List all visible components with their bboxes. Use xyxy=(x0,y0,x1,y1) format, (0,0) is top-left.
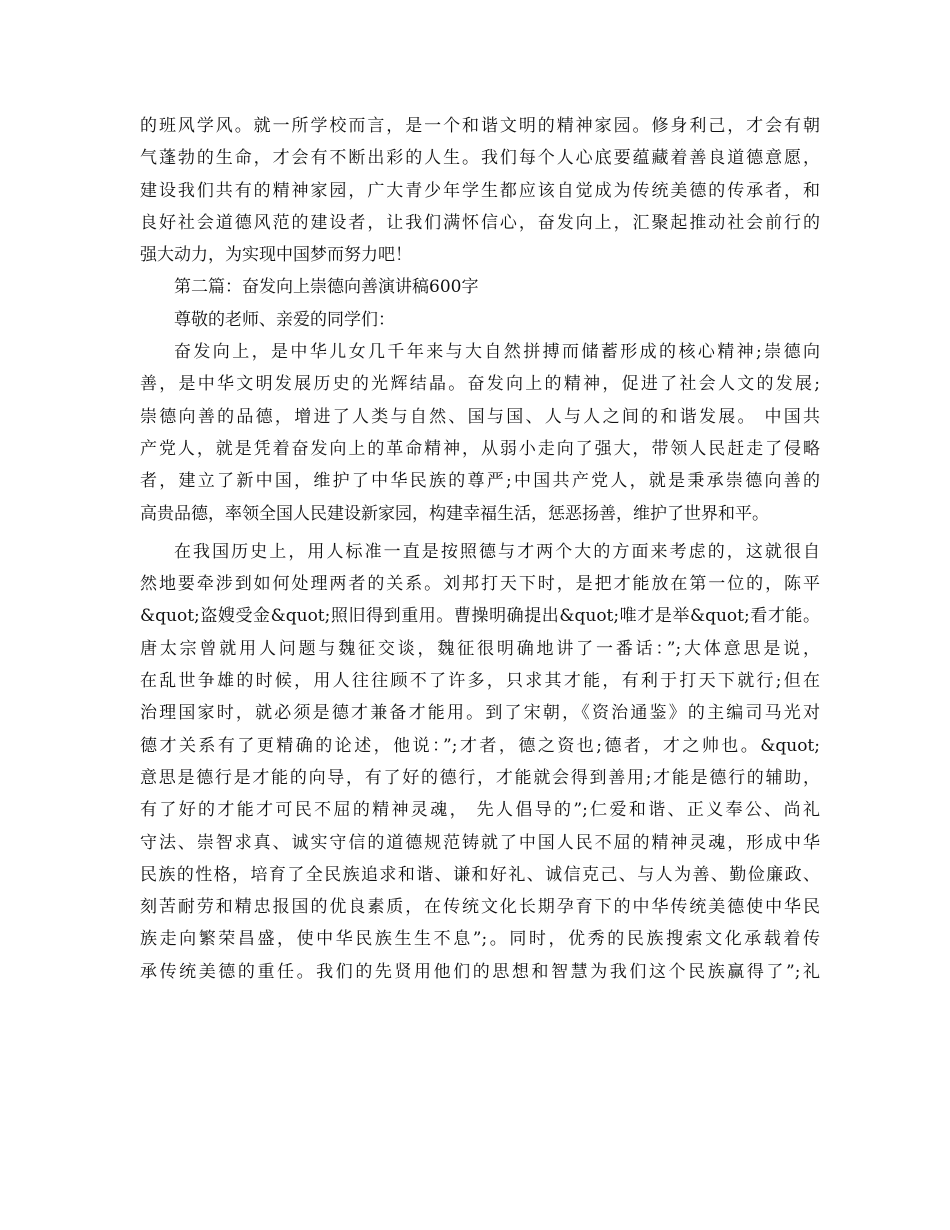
text-line: 者，建立了新中国，维护了中华民族的尊严;中国共产党人，就是秉承崇德向善的 xyxy=(140,471,820,492)
text-line: 承传统美德的重任。我们的先贤用他们的思想和智慧为我们这个民族赢得了”;礼 xyxy=(140,961,820,982)
text-line: 治理国家时，就必须是德才兼备才能用。到了宋朝，《资治通鉴》的主编司马光对 xyxy=(140,703,820,724)
text-line: 善，是中华文明发展历史的光辉结晶。奋发向上的精神，促进了社会人文的发展; xyxy=(140,374,820,395)
text-line: 崇德向善的品德，增进了人类与自然、国与国、人与人之间的和谐发展。 中国共 xyxy=(140,406,820,427)
heading-line: 第二篇：奋发向上崇德向善演讲稿600字 xyxy=(174,277,479,298)
text-line: 在我国历史上，用人标准一直是按照德与才两个大的方面来考虑的，这就很自 xyxy=(174,541,820,562)
text-line: 奋发向上，是中华儿女几千年来与大自然拼搏而储蓄形成的核心精神;崇德向 xyxy=(174,342,820,363)
section-heading xyxy=(140,271,820,303)
paragraph-history xyxy=(140,536,820,988)
text-line: 族走向繁荣昌盛，使中华民族生生不息”;。同时，优秀的民族搜索文化承载着传 xyxy=(140,929,820,950)
text-line: 民族的性格，培育了全民族追求和谐、谦和好礼、诚信克己、与人为善、勤俭廉政、 xyxy=(140,864,820,885)
text-line: 强大动力，为实现中国梦而努力吧！ xyxy=(140,245,412,266)
text-line: 守法、崇智求真、诚实守信的道德规范铸就了中国人民不屈的精神灵魂，形成中华 xyxy=(140,832,820,853)
text-line: 有了好的才能才可民不屈的精神灵魂， 先人倡导的”;仁爱和谐、正义奉公、尚礼 xyxy=(140,800,820,821)
text-line: 德才关系有了更精确的论述，他说：”;才者，德之资也;德者，才之帅也。&quot; xyxy=(140,735,820,756)
text-line: 意思是德行是才能的向导，有了好的德行，才能就会得到善用;才能是德行的辅助， xyxy=(140,767,820,788)
paragraph-closing xyxy=(140,110,820,271)
text-line: 的班风学风。就一所学校而言，是一个和谐文明的精神家园。修身利己，才会有朝 xyxy=(140,116,820,136)
text-line: 建设我们共有的精神家园，广大青少年学生都应该自觉成为传统美德的传承者，和 xyxy=(140,180,820,201)
text-line: 然地要牵涉到如何处理两者的关系。刘邦打天下时，是把才能放在第一位的，陈平 xyxy=(140,574,820,595)
salutation-line: 尊敬的老师、亲爱的同学们： xyxy=(174,309,395,330)
text-line: 气蓬勃的生命，才会有不断出彩的人生。我们每个人心底要蕴藏着善良道德意愿， xyxy=(140,148,820,169)
text-line: 在乱世争雄的时候，用人往往顾不了许多，只求其才能，有利于打天下就行;但在 xyxy=(140,671,820,692)
document-page xyxy=(140,110,820,988)
text-line: 产党人，就是凭着奋发向上的革命精神，从弱小走向了强大，带领人民赶走了侵略 xyxy=(140,438,820,459)
text-line: &quot;盗嫂受金&quot;照旧得到重用。曹操明确提出&quot;唯才是举&quot;看才能。 xyxy=(140,606,820,627)
text-line: 高贵品德，率领全国人民建设新家园，构建幸福生活，惩恶扬善，维护了世界和平。 xyxy=(140,503,769,524)
text-line: 唐太宗曾就用人问题与魏征交谈，魏征很明确地讲了一番话：”;大体意思是说， xyxy=(140,638,820,659)
paragraph-opening xyxy=(140,336,820,530)
salutation xyxy=(140,304,820,336)
text-line: 刻苦耐劳和精忠报国的优良素质，在传统文化长期孕育下的中华传统美德使中华民 xyxy=(140,897,820,918)
text-line: 良好社会道德风范的建设者，让我们满怀信心，奋发向上，汇聚起推动社会前行的 xyxy=(140,212,820,233)
